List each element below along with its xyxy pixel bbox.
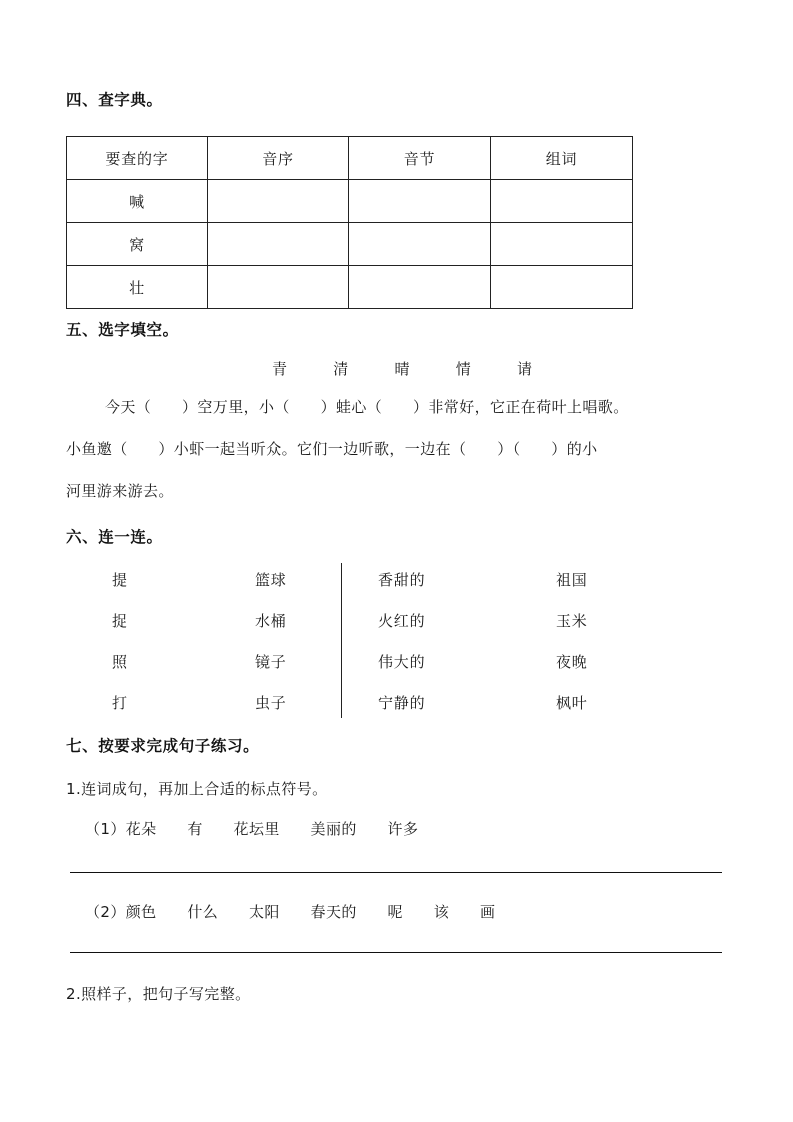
exercise-1-subitem-2: （2）颜色 什么 太阳 春天的 呢 该 画	[85, 903, 496, 921]
cell-yinxu-blank[interactable]	[208, 266, 349, 309]
cell-character: 壮	[67, 266, 208, 309]
match-column-objects	[255, 560, 287, 724]
table-row	[67, 266, 633, 309]
fill-blank-line-2: 小鱼邀（ ）小虾一起当听众。它们一边听歌，一边在（ ）（ ）的小	[66, 440, 598, 458]
answer-line-1[interactable]	[70, 872, 722, 873]
list-item[interactable]: 香甜的	[378, 571, 426, 589]
cell-zuci-blank[interactable]	[491, 266, 633, 309]
cell-zuci-blank[interactable]	[491, 223, 633, 266]
section-heading-seven: 七、按要求完成句子练习。	[66, 737, 260, 755]
exercise-2-prompt: 2.照样子，把句子写完整。	[66, 985, 251, 1003]
list-item[interactable]: 火红的	[378, 612, 426, 630]
column-header-character: 要查的字	[67, 137, 208, 180]
list-item[interactable]: 照	[112, 653, 128, 671]
choice-character: 情	[455, 360, 471, 378]
cell-yinjie-blank[interactable]	[349, 180, 491, 223]
list-item[interactable]: 篮球	[255, 571, 287, 589]
table-header-row	[67, 137, 633, 180]
list-item[interactable]: 打	[112, 694, 128, 712]
choice-character: 清	[333, 360, 349, 378]
section-heading-five: 五、选字填空。	[66, 321, 179, 339]
match-column-nouns	[556, 560, 588, 724]
exercise-1-subitem-1: （1）花朵 有 花坛里 美丽的 许多	[85, 820, 419, 838]
match-column-verbs	[112, 560, 128, 724]
answer-line-2[interactable]	[70, 952, 722, 953]
column-header-yinjie: 音节	[349, 137, 491, 180]
list-item[interactable]: 伟大的	[378, 653, 426, 671]
dictionary-lookup-table	[66, 136, 633, 309]
fill-blank-line-3: 河里游来游去。	[66, 482, 174, 500]
fill-blank-line-1: 今天（ ）空万里，小（ ）蛙心（ ）非常好，它正在荷叶上唱歌。	[105, 398, 629, 416]
list-item[interactable]: 祖国	[556, 571, 588, 589]
list-item[interactable]: 镜子	[255, 653, 287, 671]
section-heading-four: 四、查字典。	[66, 91, 163, 109]
table-row	[67, 180, 633, 223]
character-choice-list	[272, 358, 532, 379]
cell-yinjie-blank[interactable]	[349, 223, 491, 266]
cell-yinjie-blank[interactable]	[349, 266, 491, 309]
choice-character: 青	[272, 360, 288, 378]
choice-character: 晴	[394, 360, 410, 378]
list-item[interactable]: 玉米	[556, 612, 588, 630]
table-row	[67, 223, 633, 266]
section-heading-six: 六、连一连。	[66, 528, 163, 546]
list-item[interactable]: 水桶	[255, 612, 287, 630]
column-header-yinxu: 音序	[208, 137, 349, 180]
choice-character: 请	[516, 360, 532, 378]
list-item[interactable]: 宁静的	[378, 694, 426, 712]
cell-character: 窝	[67, 223, 208, 266]
column-header-zuci: 组词	[491, 137, 633, 180]
matching-exercise	[66, 560, 666, 720]
list-item[interactable]: 捉	[112, 612, 128, 630]
exercise-1-prompt: 1.连词成句，再加上合适的标点符号。	[66, 780, 328, 798]
cell-yinxu-blank[interactable]	[208, 180, 349, 223]
list-item[interactable]: 虫子	[255, 694, 287, 712]
cell-yinxu-blank[interactable]	[208, 223, 349, 266]
list-item[interactable]: 提	[112, 571, 128, 589]
list-item[interactable]: 夜晚	[556, 653, 588, 671]
match-column-adjectives	[378, 560, 425, 724]
cell-character: 喊	[67, 180, 208, 223]
list-item[interactable]: 枫叶	[556, 694, 588, 712]
cell-zuci-blank[interactable]	[491, 180, 633, 223]
